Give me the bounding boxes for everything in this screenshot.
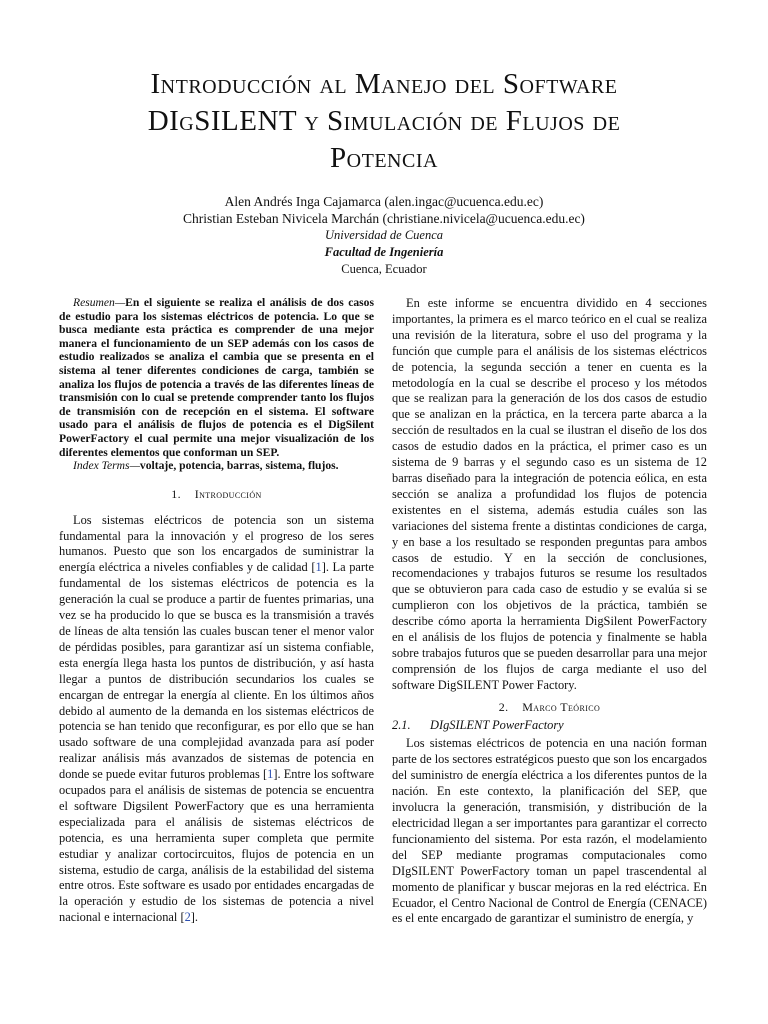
- faculty: Facultad de Ingeniería: [324, 245, 444, 259]
- abstract: [59, 296, 374, 459]
- digsilent-paragraph: Los sistemas eléctricos de potencia en una nación forman parte de los sectores estratégicos puesto que son los encargados del suministro de energía eléctrica a los diferentes puntos de la nación. En este contexto, la planificación del SEP, que involucra la generación, transmisión, y distribución de la electricidad llegan a ser importantes para garantizar el correcto funcionamiento del sistema. Por esta razón, el modelamiento del SEP mediante programas computacionales como DIgSILENT PowerFactory toman un papel trascendental al momento de planificar y buscar mejoras en la red eléctrica. En Ecuador, el Centro Nacional de Control de Energía (CENACE) es el ente encargado de garantizar el suministro de energía, y: [392, 736, 707, 926]
- subsection-number: 2.1.: [392, 717, 411, 732]
- location: Cuenca, Ecuador: [341, 262, 427, 276]
- citation-link[interactable]: 1: [267, 767, 274, 782]
- intro-text-3: ]. Entre los software ocupados para el análisis de sistemas de potencia se encuentra el software Digsilent PowerFactory que es una herramienta especializada para el análisis de sistemas eléctricos de potencia, es una herramienta super completa que permite estudiar y analizar cortocircuitos, flujos de potencia en un sistema, estudio de carga, análisis de la estabilidad del sistema entre otros. Este software es usado por entidades encargadas de la operación y estudio de los sistemas de potencia a nivel nacional e internacional [: [59, 767, 374, 925]
- left-column: [59, 296, 374, 926]
- abstract-lead: Resumen—: [73, 296, 126, 309]
- author-block: [40, 193, 728, 278]
- section-number: 2.: [498, 699, 509, 714]
- intro-paragraph: [59, 513, 374, 927]
- intro-text-4: ].: [190, 910, 199, 925]
- section-title: Introducción: [194, 486, 262, 501]
- index-terms: [59, 459, 374, 473]
- subsection-title: DIgSILENT PowerFactory: [430, 717, 564, 732]
- abstract-text: En el siguiente se realiza el análisis de dos casos de estudio para los sistemas eléctricos de potencia. Lo que se busca mediante esta práctica es comprender de una mejor manera el funcionamiento de un SEP además con los casos de estudio realizados se analiza el cambia que se presenta en el sistema al tener diferentes condiciones de carga, también se analiza los flujos de potencia a través de las diferentes líneas de transmisión con lo cual se pretende comprender tanto los flujos de transmisión con de recepción en el sistema. El software usado para el análisis de flujos de potencia es el DigSilent PowerFactory el cual permite una mejor visualización de los diferentes elementos que conforman un SEP.: [59, 296, 374, 459]
- intro-text-2: ]. La parte fundamental de los sistemas eléctricos de potencia es la generación la cual se produce a partir de fuentes primarias, una vez se ha producido lo que se busca es la transmisión a través de líneas de alta tensión las cuales buscan tener el menor valor de pérdidas posibles, para garantizar así un sistema confiable, esta energía llega hasta los puntos de distribución, y así hasta llegar a puntos de distribución secundarios los cuales se encargan de entregar la energía al cliente. En los últimos años debido al aumento de la demanda en los sistemas eléctricos de potencia se han tenido que reconfigurar, es por ello que se han usado software de una complejidad avanzada para así poder realizar análisis más avanzados de sistemas de potencia en donde se puede evitar futuros problemas [: [59, 560, 374, 782]
- index-terms-lead: Index Terms—: [73, 459, 140, 473]
- subsection-heading: [392, 718, 707, 734]
- citation-link[interactable]: 1: [315, 560, 322, 575]
- section-heading-marco-teorico: [392, 700, 707, 716]
- title-line-2: DIgSILENT y Simulación de Flujos de: [147, 105, 621, 137]
- index-terms-text: voltaje, potencia, barras, sistema, flujos.: [139, 459, 339, 473]
- author-1: Alen Andrés Inga Cajamarca (alen.ingac@ucuenca.edu.ec): [224, 194, 544, 209]
- right-column: [392, 296, 707, 927]
- citation-link[interactable]: 2: [184, 910, 191, 925]
- intro-text-1: Los sistemas eléctricos de potencia son un sistema fundamental para la innovación y el progreso de los seres humanos. Puesto que son los encargados de suministrar la energía eléctrica a niveles confiables y de calidad [: [59, 512, 374, 575]
- overview-paragraph: En este informe se encuentra dividido en 4 secciones importantes, la primera es el marco teórico en el cual se realiza una revisión de la literatura, sobre el uso del programa y la función que cumple para el análisis de los sistemas eléctricos de potencia, la segunda sección a tener en cuenta es la metodología en la cual se describe el proceso y los métodos que se realizan para la generación de los dos casos de estudio que se analizan en la práctica, en la tercera parte abarca a la sección de resultados en la cual se ilustran el diseño de los dos casos de estudio dados en la práctica, el primer caso es un sistema de 9 barras y el segundo caso es un sistema de 12 barras diseñado para la integración de potencia eólica, en esta sección se analiza a profundidad los flujos de potencia existentes en el sistema, además estudia cuáles son las variaciones del sistema frente a distintas condiciones de carga, y en base a los resultado se responden preguntas para ambos casos de estudio. Y en la sección de conclusiones, recomendaciones y trabajos futuros se resume los resultados que se obtuvieron para cada caso de estudio y se evalúa si se cumplieron con los objetivos de la práctica, también se describe cómo aporta la herramienta DigSilent PowerFactory en el análisis de los flujos de potencia y finalmente se habla sobre trabajos futuros que se pueden desarrollar para una mejor comprensión de los flujos de carga mediante el uso del software DigSILENT Power Factory.: [392, 296, 707, 692]
- section-number: 1.: [171, 486, 182, 501]
- section-title: Marco Teórico: [522, 699, 601, 714]
- author-2: Christian Esteban Nivicela Marchán (christiane.nivicela@ucuenca.edu.ec): [183, 211, 585, 226]
- title-line-1: Introducción al Manejo del Software: [150, 68, 618, 100]
- university: Universidad de Cuenca: [324, 228, 444, 242]
- section-heading-introduccion: [59, 487, 374, 503]
- title-line-3: Potencia: [330, 142, 438, 174]
- paper-title: [40, 66, 728, 177]
